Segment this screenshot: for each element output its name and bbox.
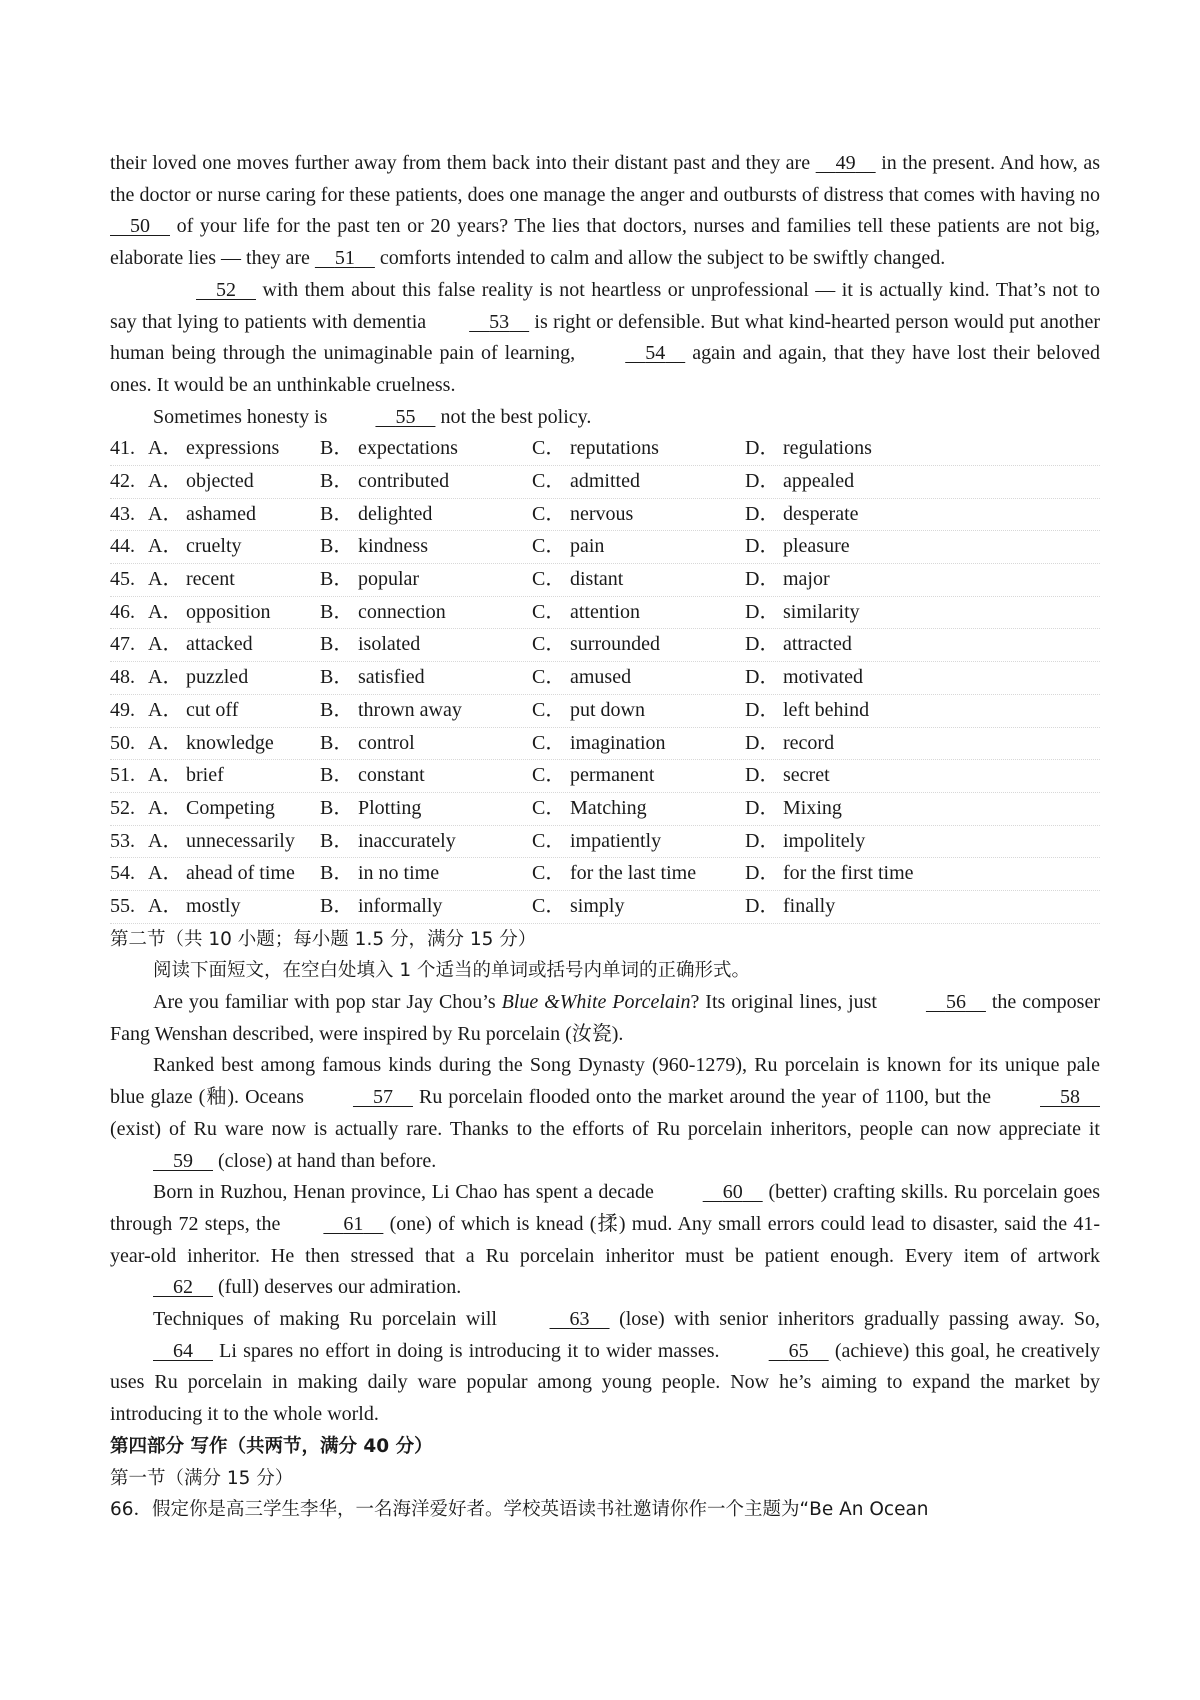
option-text: delighted (358, 502, 433, 525)
option-row (110, 858, 1100, 891)
option-letter: D． (745, 666, 780, 689)
passage-text: Are you familiar with pop star Jay Chou’s (153, 991, 502, 1014)
question-number: 42. (110, 470, 135, 493)
blank-65: 65 (788, 1339, 809, 1362)
option-text: constant (358, 764, 425, 787)
option-text: major (783, 568, 830, 591)
option-letter: B． (320, 764, 354, 787)
option-a (148, 531, 242, 563)
option-letter: A． (148, 568, 183, 591)
blank-61: 61 (343, 1212, 364, 1235)
option-text: desperate (783, 502, 859, 525)
option-row (110, 433, 1100, 466)
option-c (532, 858, 696, 890)
option-b (320, 433, 458, 465)
option-b (320, 695, 462, 727)
option-letter: C． (532, 568, 566, 591)
option-letter: D． (745, 698, 780, 721)
passage-paragraph-2 (110, 275, 1100, 402)
option-c (532, 728, 666, 760)
option-letter: B． (320, 796, 354, 819)
option-letter: A． (148, 862, 183, 885)
option-letter: C． (532, 666, 566, 689)
question-number: 48. (110, 666, 135, 689)
option-b (320, 629, 420, 661)
option-text: cut off (186, 698, 239, 721)
option-d (745, 662, 863, 694)
passage-text: Ranked best among famous kinds during the Song Dynasty (960-1279), Ru porcelain is known for its unique pale blue glaze (釉). Oceans (110, 1054, 1100, 1109)
blank-57: 57 (372, 1086, 393, 1109)
option-letter: C． (532, 633, 566, 656)
option-c (532, 826, 661, 858)
option-letter: A． (148, 829, 183, 852)
option-text: simply (570, 894, 625, 917)
option-letter: D． (745, 894, 780, 917)
option-letter: D． (745, 502, 780, 525)
passage-text: (achieve) this goal, he creatively uses Ru porcelain in making daily ware popular among young people. Now he’s aiming to expand the market by introducing it to the whole world. (110, 1339, 1100, 1426)
option-text: admitted (570, 470, 640, 493)
option-c (532, 597, 640, 629)
option-letter: C． (532, 470, 566, 493)
option-row (110, 499, 1100, 532)
passage-text: Ru porcelain flooded onto the market around the year of 1100, but the (412, 1086, 997, 1109)
option-d (745, 564, 830, 596)
option-text: Competing (186, 796, 275, 819)
option-letter: C． (532, 698, 566, 721)
blank-62: 62 (173, 1276, 193, 1299)
option-row (110, 826, 1100, 859)
option-letter: D． (745, 535, 780, 558)
option-b (320, 499, 432, 531)
option-letter: A． (148, 764, 183, 787)
option-letter: A． (148, 470, 183, 493)
option-text: isolated (358, 633, 421, 656)
option-d (745, 531, 850, 563)
option-text: Matching (570, 796, 647, 819)
passage-text: ? Its original lines, just (690, 991, 883, 1014)
option-a (148, 760, 224, 792)
section-2-instruction: 阅读下面短文，在空白处填入 1 个适当的单词或括号内单词的正确形式。 (153, 960, 751, 982)
blank-51: 51 (334, 247, 355, 270)
option-text: reputations (570, 437, 659, 460)
option-letter: D． (745, 731, 780, 754)
option-letter: B． (320, 862, 354, 885)
option-text: mostly (186, 894, 241, 917)
option-d (745, 760, 830, 792)
option-text: secret (783, 764, 830, 787)
song-title: Blue &White Porcelain (501, 991, 691, 1014)
option-letter: A． (148, 535, 183, 558)
passage-text: Techniques of making Ru porcelain will (153, 1308, 507, 1331)
question-number: 45. (110, 568, 135, 591)
option-a (148, 466, 254, 498)
option-b (320, 662, 425, 694)
option-a (148, 597, 270, 629)
option-row (110, 793, 1100, 826)
option-letter: A． (148, 796, 183, 819)
option-b (320, 858, 439, 890)
option-text: control (358, 731, 415, 754)
option-letter: C． (532, 796, 566, 819)
part-4-heading: 第四部分 写作（共两节，满分 40 分） (110, 1435, 433, 1457)
option-text: impolitely (783, 829, 866, 852)
option-letter: C． (532, 535, 566, 558)
option-letter: B． (320, 698, 354, 721)
option-d (745, 826, 865, 858)
option-text: connection (358, 600, 446, 623)
question-number: 44. (110, 535, 135, 558)
option-text: nervous (570, 502, 634, 525)
option-b (320, 728, 415, 760)
question-number: 52. (110, 796, 135, 819)
option-row (110, 597, 1100, 630)
passage-paragraph-1 (110, 148, 1100, 275)
option-row (110, 728, 1100, 761)
blank-52: 52 (216, 278, 236, 301)
passage-text: Sometimes honesty is (153, 405, 333, 428)
option-letter: A． (148, 633, 183, 656)
option-d (745, 466, 854, 498)
option-letter: B． (320, 535, 354, 558)
option-b (320, 760, 425, 792)
question-number: 55. (110, 894, 135, 917)
option-c (532, 466, 640, 498)
option-text: cruelty (186, 535, 242, 558)
option-text: put down (570, 698, 645, 721)
blank-63: 63 (569, 1308, 590, 1331)
option-letter: D． (745, 600, 780, 623)
passage-text: (full) deserves our admiration. (213, 1276, 462, 1299)
option-text: attention (570, 600, 640, 623)
blank-54: 54 (645, 342, 666, 365)
option-letter: B． (320, 600, 354, 623)
option-text: record (783, 731, 835, 754)
passage-text: Born in Ruzhou, Henan province, Li Chao has spent a decade (153, 1181, 660, 1204)
exam-page (110, 148, 1100, 1526)
blank-59: 59 (173, 1149, 193, 1172)
option-row (110, 564, 1100, 597)
option-letter: A． (148, 894, 183, 917)
option-text: ashamed (186, 502, 256, 525)
option-text: unnecessarily (186, 829, 295, 852)
option-letter: D． (745, 764, 780, 787)
option-text: for the first time (783, 862, 914, 885)
option-c (532, 662, 631, 694)
grammar-paragraph-4 (110, 1304, 1100, 1431)
option-a (148, 433, 279, 465)
option-text: for the last time (570, 862, 697, 885)
option-text: thrown away (358, 698, 462, 721)
option-text: popular (358, 568, 420, 591)
option-text: regulations (783, 437, 872, 460)
option-letter: B． (320, 666, 354, 689)
option-c (532, 433, 659, 465)
grammar-paragraph-1 (110, 987, 1100, 1050)
option-b (320, 826, 456, 858)
option-text: amused (570, 666, 632, 689)
option-text: motivated (783, 666, 863, 689)
option-letter: D． (745, 796, 780, 819)
option-text: satisfied (358, 666, 425, 689)
passage-text: not the best policy. (435, 405, 592, 428)
option-a (148, 728, 274, 760)
option-letter: C． (532, 731, 566, 754)
option-row (110, 629, 1100, 662)
question-number: 43. (110, 502, 135, 525)
passage-text: (one) of which is knead (揉) mud. Any small errors could lead to disaster, said the 41-year-old inheritor. He then stressed that a Ru porcelain inheritor must be patient enough. Every item of artwork (110, 1212, 1100, 1267)
option-letter: D． (745, 568, 780, 591)
option-b (320, 564, 419, 596)
option-letter: B． (320, 731, 354, 754)
passage-text: with them about this false reality is not heartless or unprofessional — it is actually kind. That’s not to say that lying to patients with dementia (110, 278, 1100, 333)
passage-text: again and again, that they have lost their beloved ones. It would be an unthinkable cruelness. (110, 342, 1100, 396)
options-list (110, 433, 1100, 923)
option-text: objected (186, 470, 254, 493)
question-number: 49. (110, 698, 135, 721)
option-text: finally (783, 894, 836, 917)
option-b (320, 793, 421, 825)
passage-text: (exist) of Ru ware now is actually rare. Thanks to the efforts of Ru porcelain inheritors, people can now appreciate it (110, 1117, 1100, 1140)
option-text: pain (570, 535, 605, 558)
passage-text: (better) crafting skills. Ru porcelain goes through 72 steps, the (110, 1181, 1100, 1235)
option-row (110, 466, 1100, 499)
option-text: left behind (783, 698, 870, 721)
passage-text: (close) at hand than before. (213, 1149, 437, 1172)
option-a (148, 826, 295, 858)
option-d (745, 695, 869, 727)
option-row (110, 891, 1100, 924)
option-letter: C． (532, 862, 566, 885)
option-letter: C． (532, 437, 566, 460)
passage-text: comforts intended to calm and allow the subject to be swiftly changed. (374, 247, 946, 270)
option-letter: B． (320, 633, 354, 656)
option-a (148, 695, 238, 727)
option-text: kindness (358, 535, 428, 558)
option-a (148, 499, 256, 531)
blank-49: 49 (835, 152, 856, 174)
option-c (532, 531, 604, 563)
question-number: 46. (110, 600, 135, 623)
passage-text: of your life for the past ten or 20 years? The lies that doctors, nurses and families tell these patients are not big, elaborate lies — they are (110, 215, 1100, 270)
option-d (745, 499, 859, 531)
option-text: brief (186, 764, 224, 787)
option-b (320, 891, 442, 923)
option-d (745, 433, 872, 465)
option-text: expectations (358, 437, 458, 460)
option-letter: B． (320, 568, 354, 591)
option-text: inaccurately (358, 829, 456, 852)
grammar-paragraph-3 (110, 1177, 1100, 1304)
option-letter: C． (532, 764, 566, 787)
option-c (532, 793, 647, 825)
option-a (148, 793, 275, 825)
option-c (532, 760, 654, 792)
option-text: Plotting (358, 796, 422, 819)
option-text: contributed (358, 470, 450, 493)
option-letter: C． (532, 600, 566, 623)
blank-55: 55 (395, 405, 416, 428)
option-c (532, 499, 633, 531)
option-text: appealed (783, 470, 855, 493)
passage-text: the composer Fang Wenshan described, were inspired by Ru porcelain (汝瓷). (110, 991, 1101, 1045)
grammar-paragraph-2 (110, 1050, 1100, 1177)
option-letter: C． (532, 894, 566, 917)
option-d (745, 597, 860, 629)
option-text: recent (186, 568, 235, 591)
option-text: informally (358, 894, 443, 917)
option-a (148, 662, 248, 694)
question-number: 54. (110, 862, 135, 885)
option-text: distant (570, 568, 624, 591)
option-letter: B． (320, 470, 354, 493)
question-number: 53. (110, 829, 135, 852)
option-letter: A． (148, 666, 183, 689)
option-text: Mixing (783, 796, 842, 819)
question-number: 47. (110, 633, 135, 656)
option-text: ahead of time (186, 862, 295, 885)
option-letter: B． (320, 502, 354, 525)
option-letter: A． (148, 731, 183, 754)
passage-text: is right or defensible. But what kind-hearted person would put another human being through the unimaginable pain of learning, (110, 310, 1100, 365)
option-c (532, 695, 645, 727)
option-text: attacked (186, 633, 253, 656)
option-text: knowledge (186, 731, 274, 754)
passage-text: their loved one moves further away from them back into their distant past and they are (110, 152, 816, 174)
option-c (532, 629, 660, 661)
passage-text: Li spares no effort in doing is introducing it to wider masses. (213, 1339, 726, 1362)
option-text: pleasure (783, 535, 850, 558)
option-letter: C． (532, 829, 566, 852)
option-row (110, 760, 1100, 793)
option-text: opposition (186, 600, 271, 623)
blank-56: 56 (945, 991, 966, 1014)
option-row (110, 531, 1100, 564)
question-number: 41. (110, 437, 135, 460)
option-b (320, 597, 446, 629)
option-c (532, 891, 624, 923)
option-text: impatiently (570, 829, 662, 852)
blank-58: 58 (1060, 1086, 1080, 1109)
question-number: 50. (110, 731, 135, 754)
option-letter: C． (532, 502, 566, 525)
option-b (320, 466, 449, 498)
option-letter: A． (148, 698, 183, 721)
option-d (745, 793, 842, 825)
option-letter: A． (148, 437, 183, 460)
blank-53: 53 (489, 310, 510, 333)
option-text: puzzled (186, 666, 249, 689)
option-letter: D． (745, 470, 780, 493)
question-number: 51. (110, 764, 135, 787)
option-b (320, 531, 428, 563)
option-a (148, 564, 235, 596)
option-letter: B． (320, 829, 354, 852)
option-d (745, 629, 852, 661)
option-text: surrounded (570, 633, 660, 656)
section-2-heading: 第二节（共 10 小题；每小题 1.5 分，满分 15 分） (110, 928, 537, 950)
option-row (110, 662, 1100, 695)
option-a (148, 891, 240, 923)
question-66: 66．假定你是高三学生李华，一名海洋爱好者。学校英语读书社邀请你作一个主题为“Be An Ocean (110, 1499, 929, 1521)
part-4-subheading: 第一节（满分 15 分） (110, 1467, 294, 1489)
passage-paragraph-3 (110, 402, 1100, 434)
option-text: imagination (570, 731, 666, 754)
option-a (148, 629, 253, 661)
option-d (745, 891, 835, 923)
passage-text: in the present. And how, as the doctor or nurse caring for these patients, does one manage the anger and outbursts of distress that comes with having no (110, 152, 1100, 206)
option-text: in no time (358, 862, 440, 885)
option-d (745, 728, 834, 760)
option-letter: B． (320, 437, 354, 460)
option-d (745, 858, 914, 890)
option-a (148, 858, 295, 890)
option-letter: D． (745, 862, 780, 885)
option-text: attracted (783, 633, 852, 656)
option-letter: D． (745, 437, 780, 460)
blank-50: 50 (130, 215, 150, 238)
option-letter: D． (745, 633, 780, 656)
option-letter: D． (745, 829, 780, 852)
option-row (110, 695, 1100, 728)
option-letter: A． (148, 600, 183, 623)
blank-64: 64 (173, 1339, 193, 1362)
option-c (532, 564, 623, 596)
option-text: permanent (570, 764, 655, 787)
option-letter: B． (320, 894, 354, 917)
option-text: similarity (783, 600, 860, 623)
option-letter: A． (148, 502, 183, 525)
passage-text: (lose) with senior inheritors gradually passing away. So, (609, 1308, 1100, 1331)
blank-60: 60 (722, 1181, 743, 1204)
option-text: expressions (186, 437, 280, 460)
